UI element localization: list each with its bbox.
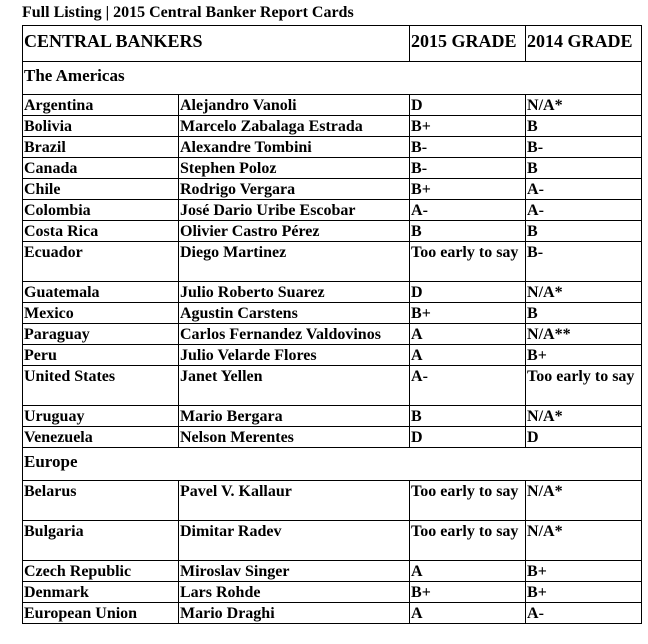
grade-2015-cell: Too early to say xyxy=(410,481,526,521)
grade-2015-cell: B+ xyxy=(410,179,526,200)
country-cell: Brazil xyxy=(23,137,179,158)
grade-2014-cell: B xyxy=(526,158,642,179)
table-row xyxy=(23,406,642,427)
banker-cell: Diego Martinez xyxy=(179,242,410,282)
table-row xyxy=(23,158,642,179)
grade-2014-cell: B+ xyxy=(526,582,642,603)
header-label: 2015 GRADE xyxy=(411,31,517,51)
banker-cell: Nelson Merentes xyxy=(179,427,410,448)
grade-2015-cell: A xyxy=(410,603,526,624)
grade-2014-cell: N/A* xyxy=(526,406,642,427)
banker-cell: Pavel V. Kallaur xyxy=(179,481,410,521)
table-row xyxy=(23,561,642,582)
country-cell: Chile xyxy=(23,179,179,200)
table-row xyxy=(23,324,642,345)
grade-2015-cell: D xyxy=(410,427,526,448)
grade-2014-cell: B xyxy=(526,116,642,137)
banker-cell: José Dario Uribe Escobar xyxy=(179,200,410,221)
grade-2015-cell: B+ xyxy=(410,116,526,137)
grade-2015-cell: B xyxy=(410,221,526,242)
table-row xyxy=(23,282,642,303)
grade-2015-cell: D xyxy=(410,95,526,116)
banker-cell: Dimitar Radev xyxy=(179,521,410,561)
table-row xyxy=(23,116,642,137)
grade-2014-cell: N/A* xyxy=(526,521,642,561)
region-label: The Americas xyxy=(23,62,642,95)
grade-2014-cell: B+ xyxy=(526,345,642,366)
table-row xyxy=(23,582,642,603)
table-row xyxy=(23,366,642,406)
country-cell: Czech Republic xyxy=(23,561,179,582)
grade-2014-cell: B- xyxy=(526,242,642,282)
table-row xyxy=(23,179,642,200)
country-cell: United States xyxy=(23,366,179,406)
country-cell: European Union xyxy=(23,603,179,624)
table-row xyxy=(23,481,642,521)
table-row xyxy=(23,242,642,282)
grade-2014-cell: A- xyxy=(526,179,642,200)
banker-cell: Miroslav Singer xyxy=(179,561,410,582)
banker-cell: Alexandre Tombini xyxy=(179,137,410,158)
grade-2014-cell: Too early to say xyxy=(526,366,642,406)
country-cell: Bolivia xyxy=(23,116,179,137)
country-cell: Belarus xyxy=(23,481,179,521)
banker-cell: Mario Draghi xyxy=(179,603,410,624)
header-2015-grade xyxy=(410,26,526,62)
grade-2015-cell: A- xyxy=(410,366,526,406)
country-cell: Guatemala xyxy=(23,282,179,303)
banker-cell: Julio Velarde Flores xyxy=(179,345,410,366)
grade-2015-cell: B- xyxy=(410,158,526,179)
table-row xyxy=(23,345,642,366)
grade-2014-cell: N/A* xyxy=(526,95,642,116)
grade-2014-cell: B xyxy=(526,221,642,242)
header-2014-grade xyxy=(526,26,642,62)
grade-2015-cell: B+ xyxy=(410,582,526,603)
table-row xyxy=(23,303,642,324)
grade-2015-cell: A xyxy=(410,324,526,345)
table-row xyxy=(23,521,642,561)
grade-2014-cell: A- xyxy=(526,603,642,624)
grade-2014-cell: D xyxy=(526,427,642,448)
country-cell: Ecuador xyxy=(23,242,179,282)
grade-2015-cell: B xyxy=(410,406,526,427)
grade-2014-cell: N/A* xyxy=(526,282,642,303)
region-row xyxy=(23,448,642,481)
page-title: Full Listing | 2015 Central Banker Report Cards xyxy=(22,4,354,21)
table-row xyxy=(23,137,642,158)
banker-cell: Alejandro Vanoli xyxy=(179,95,410,116)
banker-cell: Julio Roberto Suarez xyxy=(179,282,410,303)
banker-cell: Janet Yellen xyxy=(179,366,410,406)
grade-2015-cell: A xyxy=(410,345,526,366)
banker-cell: Stephen Poloz xyxy=(179,158,410,179)
country-cell: Mexico xyxy=(23,303,179,324)
banker-cell: Marcelo Zabalaga Estrada xyxy=(179,116,410,137)
grade-2014-cell: B+ xyxy=(526,561,642,582)
grade-2015-cell: B- xyxy=(410,137,526,158)
header-label: 2014 GRADE xyxy=(527,31,633,51)
grade-2015-cell: Too early to say xyxy=(410,521,526,561)
grade-2015-cell: A xyxy=(410,561,526,582)
grade-2014-cell: N/A** xyxy=(526,324,642,345)
country-cell: Denmark xyxy=(23,582,179,603)
region-row xyxy=(23,62,642,95)
country-cell: Colombia xyxy=(23,200,179,221)
table-row xyxy=(23,221,642,242)
country-cell: Peru xyxy=(23,345,179,366)
grade-2014-cell: B- xyxy=(526,137,642,158)
banker-cell: Olivier Castro Pérez xyxy=(179,221,410,242)
grade-2014-cell: N/A* xyxy=(526,481,642,521)
grade-2015-cell: Too early to say xyxy=(410,242,526,282)
country-cell: Paraguay xyxy=(23,324,179,345)
grades-table-body xyxy=(23,26,642,624)
table-row xyxy=(23,200,642,221)
grade-2015-cell: B+ xyxy=(410,303,526,324)
country-cell: Costa Rica xyxy=(23,221,179,242)
banker-cell: Mario Bergara xyxy=(179,406,410,427)
banker-cell: Carlos Fernandez Valdovinos xyxy=(179,324,410,345)
grade-2015-cell: A- xyxy=(410,200,526,221)
country-cell: Argentina xyxy=(23,95,179,116)
country-cell: Bulgaria xyxy=(23,521,179,561)
table-row xyxy=(23,95,642,116)
banker-cell: Agustin Carstens xyxy=(179,303,410,324)
banker-cell: Lars Rohde xyxy=(179,582,410,603)
country-cell: Venezuela xyxy=(23,427,179,448)
table-row xyxy=(23,603,642,624)
header-central-bankers xyxy=(23,26,410,62)
grade-2015-cell: D xyxy=(410,282,526,303)
header-label: CENTRAL BANKERS xyxy=(24,31,203,51)
table-row xyxy=(23,427,642,448)
country-cell: Canada xyxy=(23,158,179,179)
banker-cell: Rodrigo Vergara xyxy=(179,179,410,200)
grades-table xyxy=(22,25,642,624)
grade-2014-cell: A- xyxy=(526,200,642,221)
grade-2014-cell: B xyxy=(526,303,642,324)
region-label: Europe xyxy=(23,448,642,481)
country-cell: Uruguay xyxy=(23,406,179,427)
table-header-row xyxy=(23,26,642,62)
